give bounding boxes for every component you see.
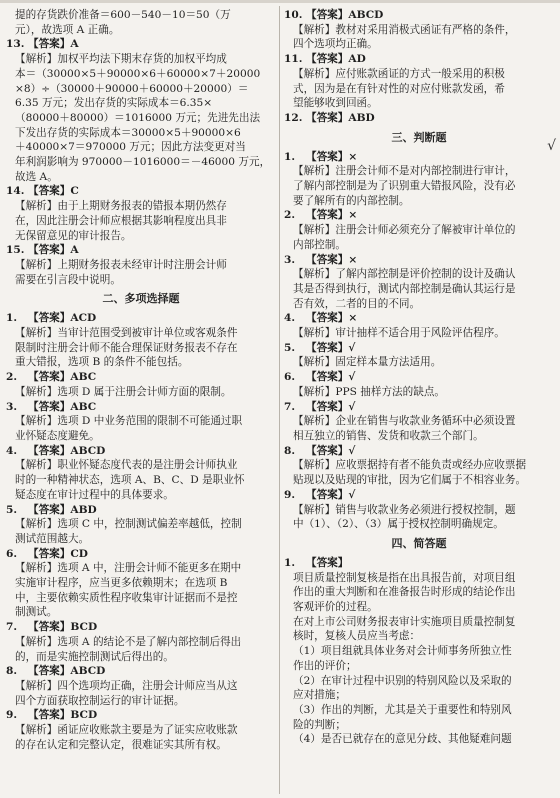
explanation-line: 【解析】固定样本量方法适用。 (293, 356, 442, 369)
explanation-line: 【解析】由于上期财务报表的错报本期仍然存 (15, 200, 227, 213)
explanation-line: 贴现以及贴现的审批，因为它们属于不相容业务。 (293, 474, 527, 487)
explanation-line: 【解析】选项 D 中业务范围的限制不可能通过职 (15, 415, 243, 428)
explanation-line: 提的存货跌价准备＝600－540－10＝50（万 (15, 9, 231, 21)
question-number: 1. (284, 556, 296, 569)
answer-line (284, 488, 554, 503)
section-heading: 二、多项选择题 (102, 292, 180, 306)
explanation-line: 【解析】注册会计师不是对内部控制进行审计， (293, 165, 516, 178)
explanation-line: 测试范围越大。 (15, 532, 90, 545)
explanation-line: 无保留意见的审计报告。 (15, 229, 132, 242)
explanation-line: 【解析】教材对采用消极式函证有严格的条件， (293, 23, 516, 36)
answer-line (6, 708, 276, 723)
answer-text: 【答案】ABCD (28, 444, 106, 457)
explanation-line: 重大错报，选项 B 的条件不能包括。 (15, 356, 189, 369)
question-number: 7. (284, 400, 296, 413)
question-number: 1. (6, 312, 18, 325)
column-divider (279, 6, 280, 794)
explanation-line: ×8）÷（30000＋90000＋60000＋20000）＝ (15, 82, 249, 95)
explanation-line: 在对上市公司财务报表审计实施项目质量控制复 (293, 615, 516, 628)
explanation-line: 需要在引言段中说明。 (15, 273, 121, 286)
left-column (6, 8, 276, 752)
answer-line (284, 111, 554, 126)
explanation-line: 【解析】上期财务报表未经审计时注册会计师 (15, 258, 227, 271)
answer-line (284, 400, 554, 415)
question-number: 10. (284, 9, 303, 21)
question-number: 2. (284, 209, 296, 222)
answer-text: 【答案】ACD (28, 312, 97, 325)
answer-text: 【答案】√ (306, 341, 356, 354)
explanation-line: 【解析】四个选项均正确，注册会计师应当从这 (15, 679, 238, 692)
question-number: 1. (284, 150, 296, 163)
explanation-line: 【解析】选项 A 中，注册会计师不能更多在期中 (15, 562, 242, 575)
explanation-line: 【解析】注册会计师必须充分了解被审计单位的 (293, 224, 516, 237)
explanation-line: 否有效，二者的目的不同。 (293, 297, 421, 310)
explanation-line: 疑态度在审计过程中的具体要求。 (15, 488, 174, 501)
answer-line (6, 370, 276, 385)
answer-text: 【答案】ABD (306, 111, 375, 124)
explanation-line: 【解析】销售与收款业务必须进行授权控制，题 (293, 503, 516, 516)
top-edge (0, 0, 560, 3)
answer-text: 【答案】√ (306, 400, 356, 413)
explanation-line: （80000＋80000）＝1016000 万元；先进先出法 (15, 111, 261, 124)
question-number: 9. (284, 488, 296, 501)
answer-line (6, 243, 276, 258)
question-number: 3. (284, 253, 296, 266)
answer-line (284, 370, 554, 385)
answer-line (284, 8, 554, 23)
answer-line (284, 253, 554, 268)
explanation-line: 本＝（30000×5＋90000×6＋60000×7＋20000 (15, 67, 261, 80)
answer-line (284, 52, 554, 67)
explanation-line: 作出的评价； (293, 659, 357, 672)
explanation-line: （2）在审计过程中识别的特别风险以及采取的 (293, 674, 512, 687)
question-number: 2. (6, 371, 18, 384)
explanation-line: 【解析】应付账款函证的方式一般采用的积极 (293, 67, 505, 80)
answer-line (6, 620, 276, 635)
answer-line (6, 664, 276, 679)
answer-text: 【答案】ABC (28, 371, 97, 384)
explanation-line: 【解析】了解内部控制是评价控制的设计及确认 (293, 268, 516, 281)
answer-text: 【答案】A (28, 244, 79, 257)
explanation-line: 作出的重大判断和在准备报告时形成的结论作出 (293, 586, 516, 599)
question-number: 5. (284, 341, 296, 354)
explanation-line: ＋40000×7＝970000 万元；因此方法变更对当 (15, 141, 246, 154)
explanation-line: 【解析】加权平均法下期末存货的加权平均成 (15, 53, 227, 66)
explanation-line: 其是否得到执行，测试内部控制是确认其运行是 (293, 282, 516, 295)
explanation-line: 【解析】函证应收账款主要是为了证实应收账款 (15, 724, 238, 737)
answer-text: 【答案】ABCD (28, 665, 106, 678)
explanation-line: 【解析】应收票据持有者不能负责或经办应收票据 (293, 459, 527, 472)
question-number: 6. (6, 547, 18, 560)
explanation-line: （3）作出的判断，尤其是关于重要性和特别风 (293, 703, 512, 716)
explanation-line: 了解内部控制是为了识别重大错报风险，没有必 (293, 180, 516, 193)
section-heading: 四、简答题 (391, 536, 447, 550)
answer-text: 【答案】√ (306, 371, 356, 384)
explanation-line: 的，而是实施控制测试后得出的。 (15, 650, 174, 663)
question-number: 4. (284, 312, 296, 325)
answer-line (6, 547, 276, 562)
question-number: 3. (6, 400, 18, 413)
question-number: 4. (6, 444, 18, 457)
answer-text: 【答案】ABCD (306, 9, 384, 21)
answer-line (6, 503, 276, 518)
answer-text: 【答案】ABD (28, 503, 97, 516)
answer-line (284, 208, 554, 223)
explanation-line: 【解析】选项 D 属于注册会计师方面的限制。 (15, 385, 232, 398)
answer-text: 【答案】√ (306, 488, 356, 501)
right-column (284, 8, 554, 747)
answer-text: 【答案】C (28, 185, 79, 198)
explanation-line: 四个方面获取控制运行的审计证据。 (15, 694, 185, 707)
explanation-line: 故选 A。 (15, 170, 58, 183)
answer-text: 【答案】A (28, 38, 79, 51)
answer-line (284, 444, 554, 459)
explanation-line: 相互独立的销售、发货和收款三个部门。 (293, 429, 484, 442)
question-number: 7. (6, 621, 18, 634)
question-number: 8. (6, 665, 18, 678)
explanation-line: 【解析】审计抽样不适合用于风险评估程序。 (293, 327, 505, 340)
explanation-line: 中（1）、（2）、（3）属于授权控制明确规定。 (293, 518, 504, 531)
explanation-line: 元），故选项 A 正确。 (15, 23, 120, 36)
explanation-line: 制测试。 (15, 606, 58, 619)
explanation-line: 望能够收到回函。 (293, 97, 378, 110)
explanation-line: 内部控制。 (293, 238, 346, 251)
explanation-line: 【解析】PPS 抽样方法的缺点。 (293, 385, 446, 398)
explanation-line: 时的一种精神状态，选项 A、B、C、D 是职业怀 (15, 474, 245, 487)
answer-line (284, 311, 554, 326)
answer-text: 【答案】 (306, 556, 349, 569)
question-number: 13. (6, 38, 25, 51)
explanation-line: （4）是否已就存在的意见分歧、其他疑难问题 (293, 733, 512, 746)
answer-text: 【答案】× (306, 209, 358, 222)
answer-text: 【答案】√ (306, 444, 356, 457)
explanation-line: 核时，复核人员应当考虑： (293, 630, 421, 643)
explanation-line: 应对措施； (293, 689, 346, 702)
explanation-line: 实施审计程序，应当更多依赖期末；在选项 B (15, 577, 228, 590)
explanation-line: 【解析】职业怀疑态度代表的是注册会计师执业 (15, 459, 238, 472)
explanation-line: 6.35 万元；发出存货的实际成本＝6.35× (15, 97, 213, 110)
answer-line (284, 341, 554, 356)
answer-line (6, 444, 276, 459)
explanation-line: 中，主要依赖实质性程序收集审计证据而不是控 (15, 591, 238, 604)
question-number: 6. (284, 371, 296, 384)
explanation-line: （1）项目组就具体业务对会计师事务所独立性 (293, 645, 512, 658)
explanation-line: 客观评价的过程。 (293, 601, 378, 614)
question-number: 9. (6, 709, 18, 722)
answer-line (6, 184, 276, 199)
question-number: 15. (6, 244, 25, 257)
explanation-line: 业怀疑态度避免。 (15, 429, 100, 442)
answer-text: 【答案】ABC (28, 400, 97, 413)
explanation-line: 要了解所有的内部控制。 (293, 194, 410, 207)
explanation-line: 限制时注册会计师不能合理保证财务报表不存在 (15, 341, 238, 354)
answer-text: 【答案】BCD (28, 621, 98, 634)
section-heading: 三、判断题 (391, 130, 447, 144)
answer-line (6, 311, 276, 326)
explanation-line: 项目质量控制复核是指在出具报告前，对项目组 (293, 571, 516, 584)
explanation-line: 年利润影响为 970000－1016000＝－46000 万元， (15, 156, 271, 169)
question-number: 14. (6, 185, 25, 198)
explanation-line: 四个选项均正确。 (293, 38, 378, 51)
explanation-line: 在，因此注册会计师应根据其影响程度出具非 (15, 214, 227, 227)
explanation-line: 下发出存货的实际成本＝30000×5＋90000×6 (15, 126, 241, 139)
question-number: 12. (284, 111, 303, 124)
answer-text: 【答案】BCD (28, 709, 98, 722)
answer-text: 【答案】CD (28, 547, 88, 560)
explanation-line: 式，因为是在有针对性的对应付账款发函，希 (293, 82, 505, 95)
answer-line (6, 37, 276, 52)
explanation-line: 的存在认定和完整认定，很难证实其所有权。 (15, 738, 227, 751)
explanation-line: 【解析】企业在销售与收款业务循环中必须设置 (293, 415, 516, 428)
check-mark: √ (547, 138, 556, 154)
explanation-line: 【解析】当审计范围受到被审计单位或客观条件 (15, 327, 238, 340)
question-number: 11. (284, 53, 303, 66)
answer-text: 【答案】× (306, 150, 358, 163)
answer-text: 【答案】AD (306, 53, 366, 66)
question-number: 5. (6, 503, 18, 516)
explanation-line: 险的判断； (293, 718, 346, 731)
question-number: 8. (284, 444, 296, 457)
answer-line (6, 400, 276, 415)
explanation-line: 【解析】选项 C 中，控制测试偏差率越低，控制 (15, 518, 242, 531)
answer-text: 【答案】× (306, 312, 358, 325)
answer-text: 【答案】× (306, 253, 358, 266)
explanation-line: 【解析】选项 A 的结论不是了解内部控制后得出 (15, 635, 242, 648)
answer-line (284, 150, 554, 165)
answer-line (284, 556, 554, 571)
